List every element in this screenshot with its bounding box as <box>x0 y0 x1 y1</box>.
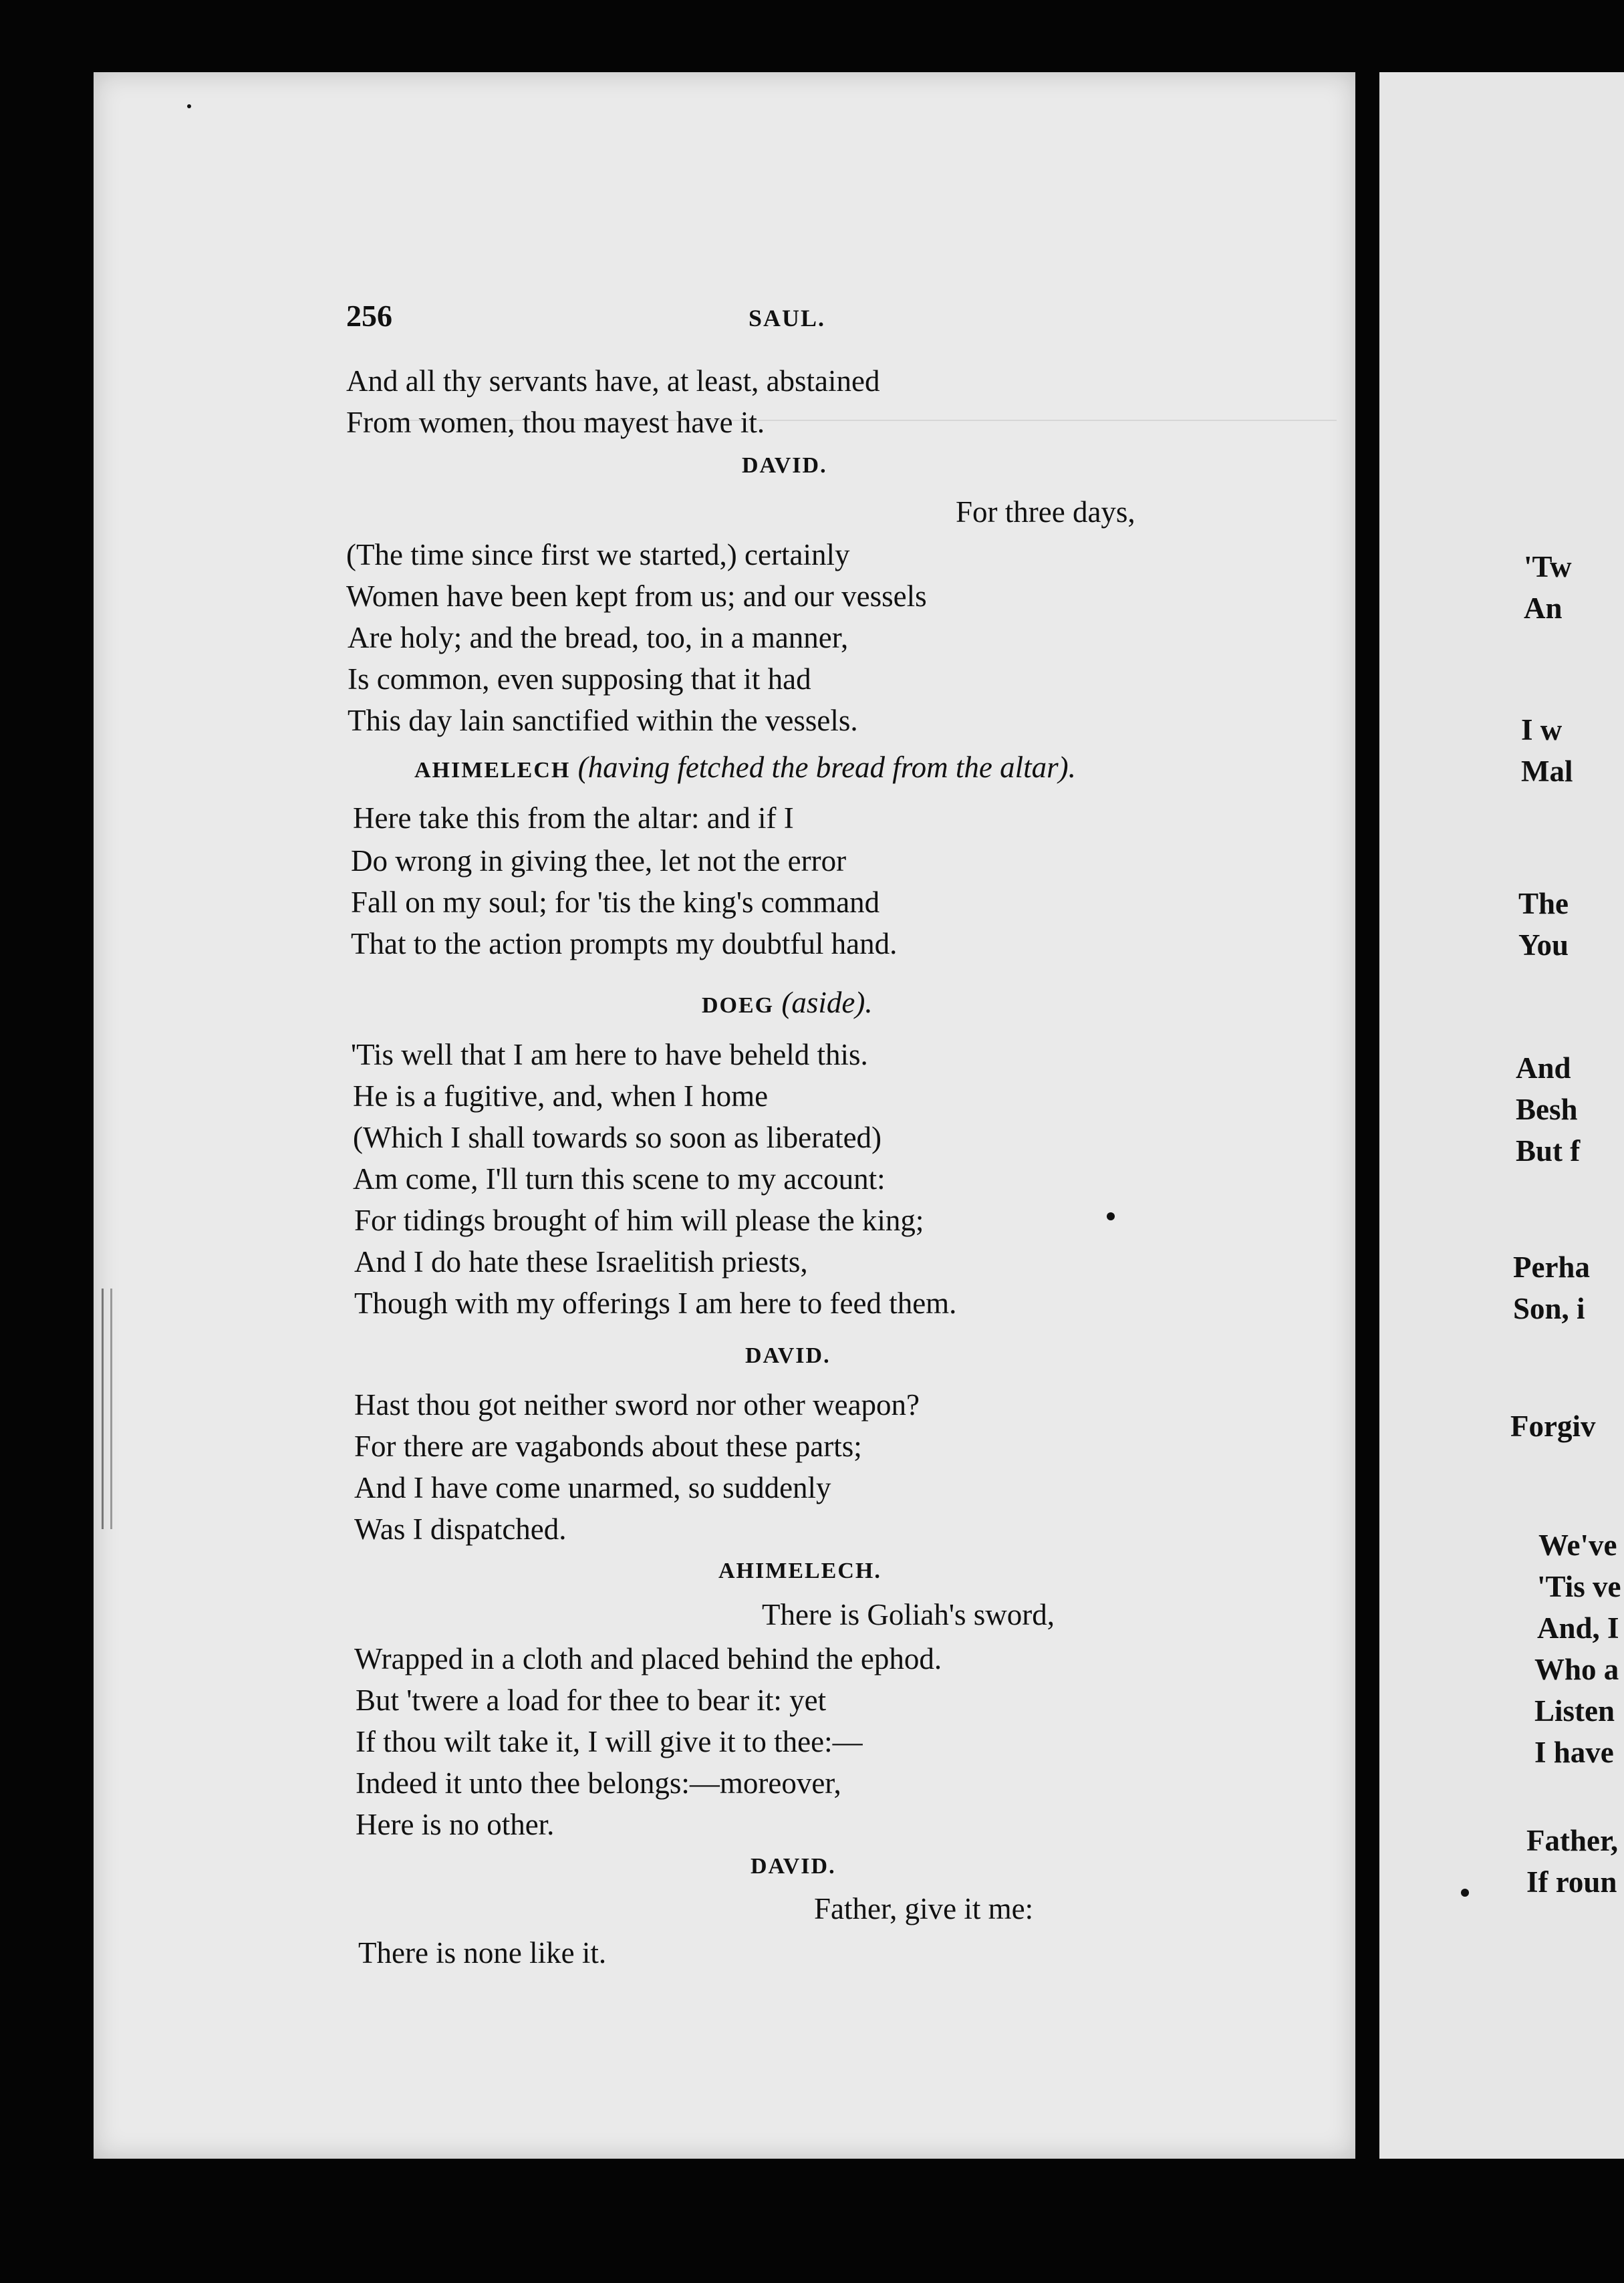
facing-line: But f <box>1516 1134 1581 1168</box>
facing-line: I have <box>1534 1736 1614 1769</box>
binding-edge <box>102 1289 112 1529</box>
verse-line: Do wrong in giving thee, let not the error <box>351 844 847 878</box>
left-page <box>94 72 1355 2159</box>
verse-line: From women, thou mayest have it. <box>346 406 765 439</box>
facing-line: An <box>1524 591 1563 625</box>
verse-line: Father, give it me: <box>814 1892 1034 1925</box>
verse-line: Fall on my soul; for 'tis the king's command <box>351 886 880 919</box>
facing-line: I w <box>1521 713 1563 747</box>
verse-line: Hast thou got neither sword nor other weapon? <box>354 1388 920 1422</box>
facing-line: 'Tw <box>1524 550 1572 583</box>
speaker-label: AHIMELECH. <box>718 1559 882 1583</box>
facing-line: If roun <box>1526 1865 1617 1899</box>
verse-line: (Which I shall towards so soon as liberated) <box>353 1121 882 1154</box>
verse-line: Here is no other. <box>356 1808 555 1841</box>
facing-line: Forgiv <box>1510 1409 1596 1443</box>
verse-line: (The time since first we started,) certainly <box>346 538 850 571</box>
verse-line: There is Goliah's sword, <box>762 1598 1055 1631</box>
ink-speck <box>187 104 191 108</box>
verse-line: And all thy servants have, at least, abstained <box>346 364 880 398</box>
verse-line: Was I dispatched. <box>354 1512 567 1546</box>
verse-line: 'Tis well that I am here to have beheld this. <box>351 1038 868 1071</box>
verse-line: Indeed it unto thee belongs:—moreover, <box>356 1766 841 1800</box>
facing-line: Father, <box>1526 1824 1619 1857</box>
facing-line: Perha <box>1513 1250 1590 1284</box>
facing-line: And <box>1516 1051 1571 1085</box>
verse-line: But 'twere a load for thee to bear it: yet <box>356 1684 827 1717</box>
running-title: SAUL. <box>749 305 826 331</box>
verse-line: Here take this from the altar: and if I <box>353 801 794 835</box>
verse-line: For tidings brought of him will please the king; <box>354 1204 924 1237</box>
verse-line: Is common, even supposing that it had <box>348 662 811 696</box>
verse-line: This day lain sanctified within the vessels. <box>348 704 858 737</box>
speaker-label: DAVID. <box>745 1343 831 1368</box>
speaker-label: DAVID. <box>751 1854 836 1879</box>
facing-line: The <box>1518 887 1569 920</box>
verse-line: Am come, I'll turn this scene to my account: <box>353 1162 886 1196</box>
page-number: 256 <box>346 299 392 333</box>
speaker-heading <box>702 988 873 1018</box>
verse-line: If thou wilt take it, I will give it to thee:— <box>356 1725 863 1758</box>
verse-line: There is none like it. <box>358 1936 607 1970</box>
facing-line: Who a <box>1534 1653 1619 1686</box>
verse-line: And I have come unarmed, so suddenly <box>354 1471 831 1504</box>
speaker-heading <box>414 753 1076 783</box>
stage-direction: (having fetched the bread from the altar). <box>577 751 1076 784</box>
verse-line: For there are vagabonds about these parts; <box>354 1430 862 1463</box>
stage-direction: (aside). <box>781 986 873 1019</box>
facing-line: You <box>1518 928 1569 962</box>
ink-speck <box>1107 1212 1115 1220</box>
verse-line: Are holy; and the bread, too, in a manner, <box>348 621 849 654</box>
facing-line: Besh <box>1516 1093 1578 1126</box>
verse-line: Though with my offerings I am here to feed them. <box>354 1287 957 1320</box>
facing-line: Mal <box>1521 755 1573 788</box>
verse-line: That to the action prompts my doubtful hand. <box>351 927 898 960</box>
verse-line: He is a fugitive, and, when I home <box>353 1079 769 1113</box>
facing-line: Son, i <box>1513 1292 1585 1325</box>
speaker-label: AHIMELECH <box>414 758 571 783</box>
verse-line: And I do hate these Israelitish priests, <box>354 1245 808 1279</box>
facing-line: We've <box>1538 1528 1617 1562</box>
verse-line: Women have been kept from us; and our vessels <box>346 579 927 613</box>
facing-line: 'Tis ve <box>1537 1570 1621 1603</box>
verse-line: Wrapped in a cloth and placed behind the ephod. <box>354 1642 942 1675</box>
speaker-label: DAVID. <box>742 453 827 478</box>
speaker-label: DOEG <box>702 993 775 1018</box>
facing-line: And, I <box>1537 1611 1619 1645</box>
facing-line: Listen <box>1534 1694 1615 1728</box>
facing-page-edge <box>1379 72 1624 2159</box>
verse-line: For three days, <box>956 495 1135 529</box>
ink-speck <box>1461 1889 1469 1897</box>
